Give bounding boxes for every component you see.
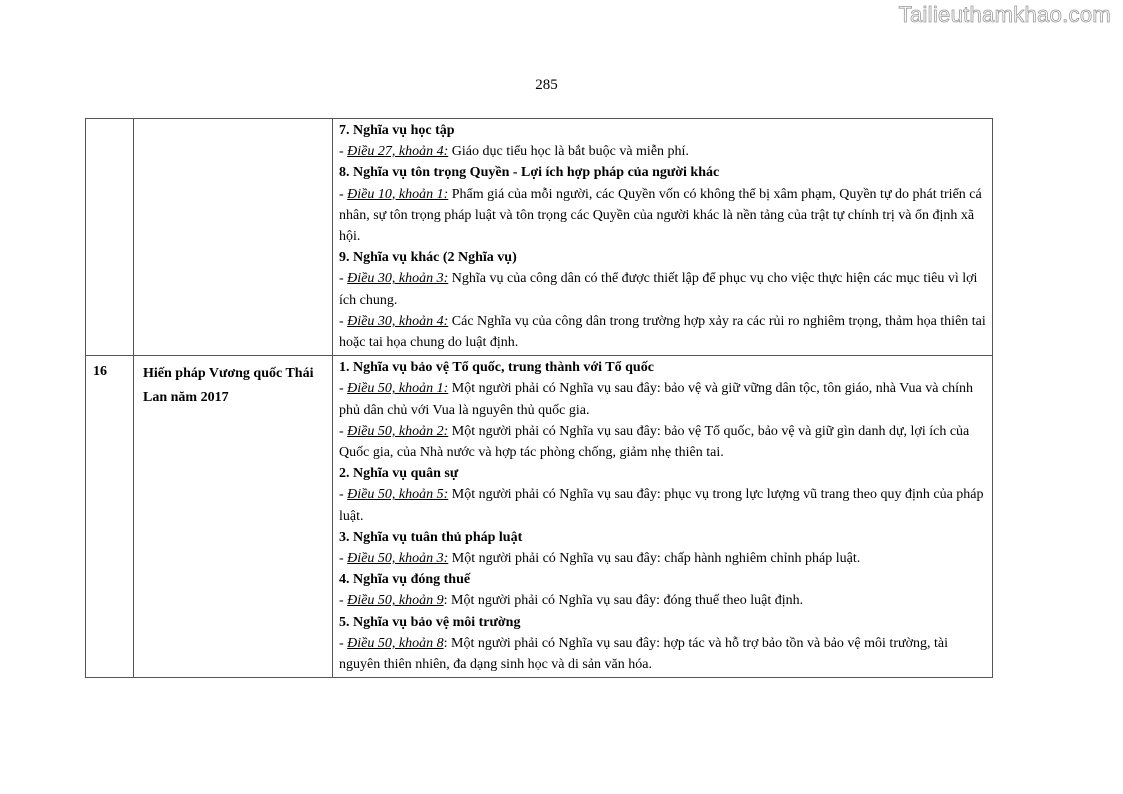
obligations-content-cell (333, 356, 993, 678)
obligation-heading: 3. Nghĩa vụ tuân thủ pháp luật (339, 529, 523, 545)
article-reference: Điều 50, khoản 3: (347, 551, 449, 567)
page-number: 285 (535, 77, 558, 93)
article-reference: Điều 50, khoản 9 (347, 593, 444, 609)
article-reference: Điều 50, khoản 8 (347, 635, 444, 651)
article-reference: Điều 30, khoản 4: (347, 313, 449, 329)
article-text: Một người phải có Nghĩa vụ sau đây: bảo vệ và giữ vững dân tộc, tôn giáo, nhà Vua và chính phủ dân chủ với Vua là nguyên thủ quốc gia. (339, 381, 974, 418)
obligation-item: - Điều 50, khoản 1: Một người phải có Nghĩa vụ sau đây: bảo vệ và giữ vững dân tộc, tôn giáo, nhà Vua và chính phủ dân chủ với Vua là nguyên thủ quốc gia. (339, 381, 974, 418)
article-text: Nghĩa vụ của công dân có thể được thiết lập để phục vụ cho việc thực hiện các mục tiêu vì lợi ích chung. (339, 271, 978, 308)
obligation-item: - Điều 50, khoản 2: Một người phải có Nghĩa vụ sau đây: bảo vệ Tổ quốc, bảo vệ và giữ gìn danh dự, lợi ích của Quốc gia, của Nhà nước và hợp tác phòng chống, giảm nhẹ thiên tai. (339, 423, 970, 461)
obligation-item: - Điều 50, khoản 5: Một người phải có Nghĩa vụ sau đây: phục vụ trong lực lượng vũ trang theo quy định của pháp luật. (339, 487, 984, 524)
article-text: : Một người phải có Nghĩa vụ sau đây: đóng thuế theo luật định. (443, 593, 804, 609)
article-reference: Điều 50, khoản 5: (347, 487, 449, 503)
row-number-cell (86, 356, 134, 678)
obligation-heading: 1. Nghĩa vụ bảo vệ Tổ quốc, trung thành với Tổ quốc (339, 360, 654, 376)
article-text: Phẩm giá của mỗi người, các Quyền vốn có không thể bị xâm phạm, Quyền tự do phát triển cá nhân, sự tôn trọng pháp luật và tôn trọng các Quyền của người khác là nền tảng của trật tự chính trị và ổn định xã hội. (339, 186, 982, 245)
constitution-name: Hiến pháp Vương quốc Thái Lan năm 2017 (143, 366, 314, 406)
article-text: Một người phải có Nghĩa vụ sau đây: chấp hành nghiêm chỉnh pháp luật. (448, 551, 861, 567)
row-number (86, 119, 133, 124)
article-reference: Điều 27, khoản 4: (347, 144, 449, 160)
article-text: Giáo dục tiểu học là bắt buộc và miễn phí. (448, 144, 689, 160)
article-text: : Một người phải có Nghĩa vụ sau đây: hợp tác và hỗ trợ bảo tồn và bảo vệ môi trường, tài nguyên thiên nhiên, đa dạng sinh học và di sản văn hóa. (339, 635, 948, 673)
article-text: Một người phải có Nghĩa vụ sau đây: phục vụ trong lực lượng vũ trang theo quy định của pháp luật. (339, 487, 984, 524)
row-number-cell (86, 119, 134, 356)
obligation-item: - Điều 27, khoản 4: Giáo dục tiểu học là bắt buộc và miễn phí. (339, 144, 689, 160)
obligation-heading: 5. Nghĩa vụ bảo vệ môi trường (339, 614, 521, 630)
obligation-item: - Điều 50, khoản 8: Một người phải có Nghĩa vụ sau đây: hợp tác và hỗ trợ bảo tồn và bảo vệ môi trường, tài nguyên thiên nhiên, đa dạng sinh học và di sản văn hóa. (339, 635, 948, 673)
article-reference: Điều 10, khoản 1: (347, 186, 449, 202)
constitution-name-cell (134, 356, 333, 678)
obligation-item: - Điều 30, khoản 3: Nghĩa vụ của công dân có thể được thiết lập để phục vụ cho việc thực hiện các mục tiêu vì lợi ích chung. (339, 271, 978, 308)
watermark-logo: Tailieuthamkhao.com (898, 2, 1111, 27)
constitution-name-cell (134, 119, 333, 356)
obligation-heading: 4. Nghĩa vụ đóng thuế (339, 572, 471, 588)
obligation-item: - Điều 50, khoản 3: Một người phải có Nghĩa vụ sau đây: chấp hành nghiêm chỉnh pháp luật. (339, 551, 861, 567)
article-text: Một người phải có Nghĩa vụ sau đây: bảo vệ Tổ quốc, bảo vệ và giữ gìn danh dự, lợi ích của Quốc gia, của Nhà nước và hợp tác phòng chống, giảm nhẹ thiên tai. (339, 423, 970, 461)
obligations-table (85, 118, 993, 678)
obligation-heading: 8. Nghĩa vụ tôn trọng Quyền - Lợi ích hợp pháp của người khác (339, 165, 720, 181)
article-reference: Điều 50, khoản 2: (347, 423, 449, 439)
obligation-item: - Điều 50, khoản 9: Một người phải có Nghĩa vụ sau đây: đóng thuế theo luật định. (339, 593, 804, 609)
article-reference: Điều 50, khoản 1: (347, 381, 449, 397)
obligation-item: - Điều 30, khoản 4: Các Nghĩa vụ của công dân trong trường hợp xảy ra các rủi ro nghiêm trọng, thảm họa thiên tai hoặc tai họa chung do luật định. (339, 313, 986, 351)
article-reference: Điều 30, khoản 3: (347, 271, 449, 287)
table-row (86, 119, 993, 356)
row-number: 16 (93, 364, 107, 380)
obligation-heading: 9. Nghĩa vụ khác (2 Nghĩa vụ) (339, 250, 517, 266)
obligations-content-cell (333, 119, 993, 356)
constitution-name (134, 119, 332, 125)
table-row (86, 356, 993, 678)
article-text: Các Nghĩa vụ của công dân trong trường hợp xảy ra các rủi ro nghiêm trọng, thảm họa thiên tai hoặc tai họa chung do luật định. (339, 313, 986, 351)
obligation-heading: 2. Nghĩa vụ quân sự (339, 466, 459, 482)
obligation-heading: 7. Nghĩa vụ học tập (339, 123, 455, 138)
obligation-item: - Điều 10, khoản 1: Phẩm giá của mỗi người, các Quyền vốn có không thể bị xâm phạm, Quyền tự do phát triển cá nhân, sự tôn trọng pháp luật và tôn trọng các Quyền của người khác là nền tảng của trật tự chính trị và ổn định xã hội. (339, 186, 982, 245)
